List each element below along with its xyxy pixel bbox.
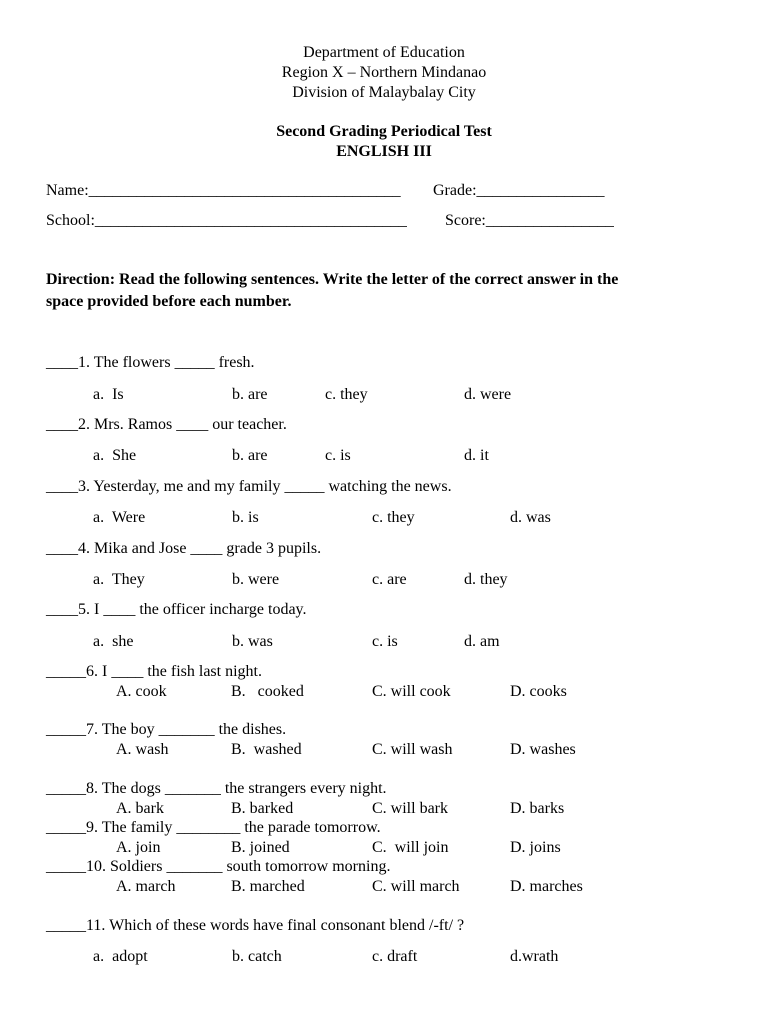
q3-choice-c: c. they — [372, 509, 415, 526]
q7-choice-c: C. will wash — [372, 741, 453, 758]
q5-choice-a: a. she — [93, 633, 134, 650]
q5-choice-b: b. was — [232, 633, 273, 650]
q10-choice-b: B. marched — [231, 878, 305, 895]
q11-choice-a: a. adopt — [93, 948, 148, 965]
q4-choice-a: a. They — [93, 571, 145, 588]
question-6: _____6. I ____ the fish last night. — [46, 663, 262, 680]
q3-choice-d: d. was — [510, 509, 551, 526]
q6-choice-c: C. will cook — [372, 683, 451, 700]
direction-line-2: space provided before each number. — [46, 293, 292, 310]
q6-choice-a: A. cook — [116, 683, 167, 700]
q6-choice-b: B. cooked — [231, 683, 304, 700]
q1-choice-d: d. were — [464, 386, 512, 403]
q4-choice-c: c. are — [372, 571, 407, 588]
q8-choice-d: D. barks — [510, 800, 565, 817]
question-9: _____9. The family ________ the parade tomorrow. — [46, 819, 381, 836]
q4-choice-b: b. were — [232, 571, 280, 588]
direction-line-1: Direction: Read the following sentences. Write the letter of the correct answer in the — [46, 271, 619, 288]
subject-title: ENGLISH III — [336, 143, 432, 160]
q11-choice-b: b. catch — [232, 948, 282, 965]
q10-choice-d: D. marches — [510, 878, 583, 895]
name-field: Name:_______________________________________ — [46, 182, 401, 199]
department-heading: Department of Education — [303, 44, 465, 61]
question-7: _____7. The boy _______ the dishes. — [46, 721, 287, 738]
q8-choice-a: A. bark — [116, 800, 164, 817]
q7-choice-a: A. wash — [116, 741, 169, 758]
q2-choice-a: a. She — [93, 447, 137, 464]
q2-choice-b: b. are — [232, 447, 268, 464]
school-field: School:_______________________________________ — [46, 212, 407, 229]
q3-choice-b: b. is — [232, 509, 259, 526]
q9-choice-d: D. joins — [510, 839, 561, 856]
grade-field: Grade:________________ — [433, 182, 605, 199]
question-11: _____11. Which of these words have final consonant blend /-ft/ ? — [46, 917, 465, 934]
q1-choice-c: c. they — [325, 386, 368, 403]
region-heading: Region X – Northern Mindanao — [281, 64, 487, 81]
q9-choice-a: A. join — [116, 839, 161, 856]
q1-choice-a: a. Is — [93, 386, 124, 403]
q6-choice-d: D. cooks — [510, 683, 567, 700]
q5-choice-d: d. am — [464, 633, 500, 650]
q7-choice-d: D. washes — [510, 741, 576, 758]
question-5: ____5. I ____ the officer incharge today. — [46, 601, 307, 618]
question-1: ____1. The flowers _____ fresh. — [46, 354, 255, 371]
question-10: _____10. Soldiers _______ south tomorrow morning. — [46, 858, 391, 875]
question-4: ____4. Mika and Jose ____ grade 3 pupils. — [46, 540, 322, 557]
question-3: ____3. Yesterday, me and my family _____ watching the news. — [46, 478, 452, 495]
q11-choice-d: d.wrath — [510, 948, 559, 965]
test-title: Second Grading Periodical Test — [276, 123, 492, 140]
q3-choice-a: a. Were — [93, 509, 146, 526]
q8-choice-b: B. barked — [231, 800, 294, 817]
q8-choice-c: C. will bark — [372, 800, 448, 817]
q10-choice-c: C. will march — [372, 878, 460, 895]
q5-choice-c: c. is — [372, 633, 398, 650]
q11-choice-c: c. draft — [372, 948, 418, 965]
question-8: _____8. The dogs _______ the strangers every night. — [46, 780, 387, 797]
score-field: Score:________________ — [445, 212, 614, 229]
q7-choice-b: B. washed — [231, 741, 302, 758]
q2-choice-d: d. it — [464, 447, 489, 464]
question-2: ____2. Mrs. Ramos ____ our teacher. — [46, 416, 287, 433]
q9-choice-c: C. will join — [372, 839, 449, 856]
q4-choice-d: d. they — [464, 571, 508, 588]
q1-choice-b: b. are — [232, 386, 268, 403]
q9-choice-b: B. joined — [231, 839, 290, 856]
division-heading: Division of Malaybalay City — [292, 84, 476, 101]
q2-choice-c: c. is — [325, 447, 351, 464]
q10-choice-a: A. march — [116, 878, 176, 895]
